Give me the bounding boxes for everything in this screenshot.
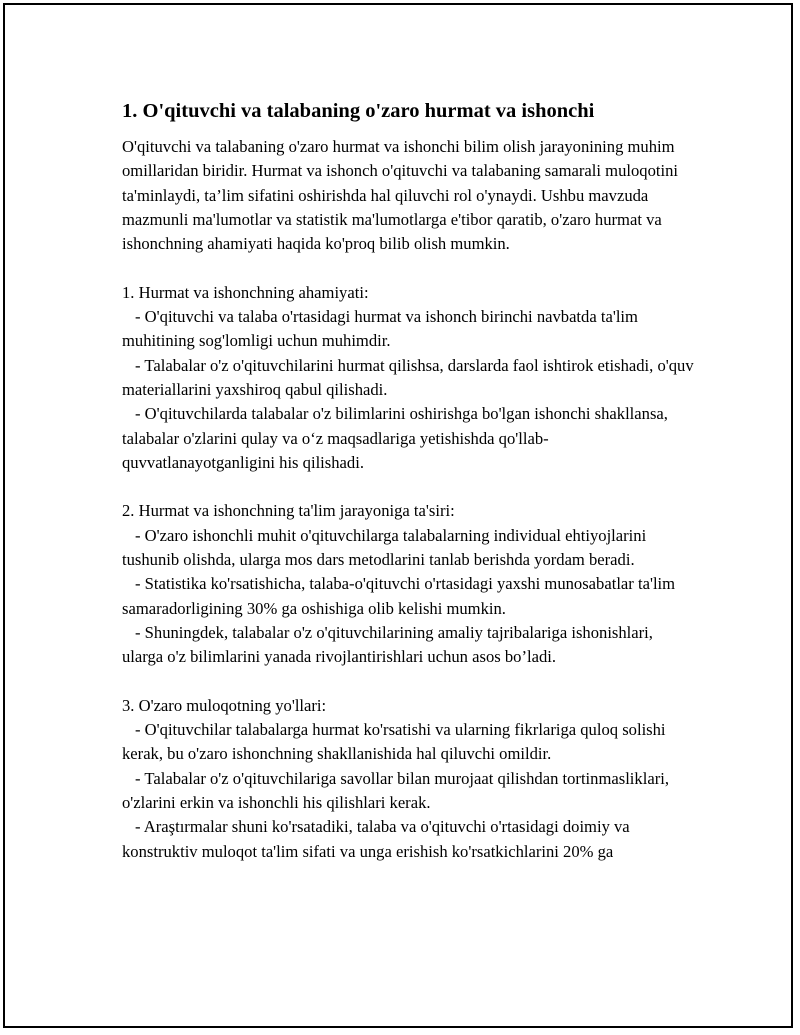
bullet-text: - Talabalar o'z o'qituvchilariga savollar bilan murojaat qilishdan tortinmasliklari, o'zlarini erkin va ishonchli his qilishlari kerak. [122, 768, 669, 813]
document-title: 1. O'qituvchi va talabaning o'zaro hurmat va ishonchi [122, 100, 595, 122]
bullet-text: - Statistika ko'rsatishicha, talaba-o'qituvchi o'rtasidagi yaxshi munosabatlar ta'lim samaradorligining 30% ga oshishiga olib kelishi mumkin. [122, 574, 676, 618]
bullet-item [122, 621, 697, 670]
section-heading: 2. Hurmat va ishonchning ta'lim jarayoniga ta'siri: [122, 501, 455, 521]
intro-paragraph: O'qituvchi va talabaning o'zaro hurmat va ishonchi bilim olish jarayonining muhim omillaridan biridir. Hurmat va ishonch o'qituvchi va talabaning samarali muloqotini ta'minlaydi, ta’lim sifatini oshirishda hal qiluvchi rol o'ynaydi. Ushbu mavzuda mazmunli ma'lumotlar va statistik ma'lumotlarga e'tibor qaratib, o'zaro hurmat va ishonchning ahamiyati haqida ko'proq bilib olish mumkin. [122, 137, 678, 254]
bullet-item [122, 524, 697, 573]
bullet-text: - O'qituvchilarda talabalar o'z bilimlarini oshirishga bo'lgan ishonchi shakllansa, talabalar o'zlarini qulay va o‘z maqsadlariga yetishishda qo'llab-quvvatlanayotganligini his qilishadi. [122, 404, 668, 472]
bullet-text: - O'qituvchilar talabalarga hurmat ko'rsatishi va ularning fikrlariga quloq solishi kerak, bu o'zaro ishonchning shakllanishida hal qiluvchi omildir. [122, 720, 666, 764]
page-frame [3, 3, 793, 1028]
bullet-item [122, 572, 697, 621]
bullet-item [122, 354, 697, 403]
bullet-item [122, 767, 697, 816]
bullet-item [122, 402, 697, 475]
section-heading: 1. Hurmat va ishonchning ahamiyati: [122, 282, 369, 302]
bullet-text: - O'qituvchi va talaba o'rtasidagi hurmat va ishonch birinchi navbatda ta'lim muhitining sog'lomligi uchun muhimdir. [122, 307, 638, 351]
bullet-text: - O'zaro ishonchli muhit o'qituvchilarga talabalarning individual ehtiyojlarini tushunib olishda, ularga mos dars metodlarini tanlab berishda yordam beradi. [122, 525, 647, 570]
section-importance [122, 281, 697, 475]
bullet-item [122, 305, 697, 354]
bullet-item [122, 718, 697, 767]
section-impact [122, 499, 697, 669]
document-body [122, 97, 697, 864]
bullet-text: - Shuningdek, talabalar o'z o'qituvchilarining amaliy tajribalariga ishonishlari, ularga o'z bilimlarini yanada rivojlantirishlari uchun asos bo’ladi. [122, 622, 653, 667]
bullet-text: - Talabalar o'z o'qituvchilarini hurmat qilishsa, darslarda faol ishtirok etishadi, o'quv materiallarini yaxshiroq qabul qilishadi. [122, 355, 694, 399]
bullet-text: - Araştırmalar shuni ko'rsatadiki, talaba va o'qituvchi o'rtasidagi doimiy va konstruktiv muloqot ta'lim sifati va unga erishish ko'rsatkichlarini 20% ga [122, 817, 630, 861]
section-heading: 3. O'zaro muloqotning yo'llari: [122, 695, 327, 715]
section-communication [122, 694, 697, 864]
bullet-item [122, 815, 697, 864]
